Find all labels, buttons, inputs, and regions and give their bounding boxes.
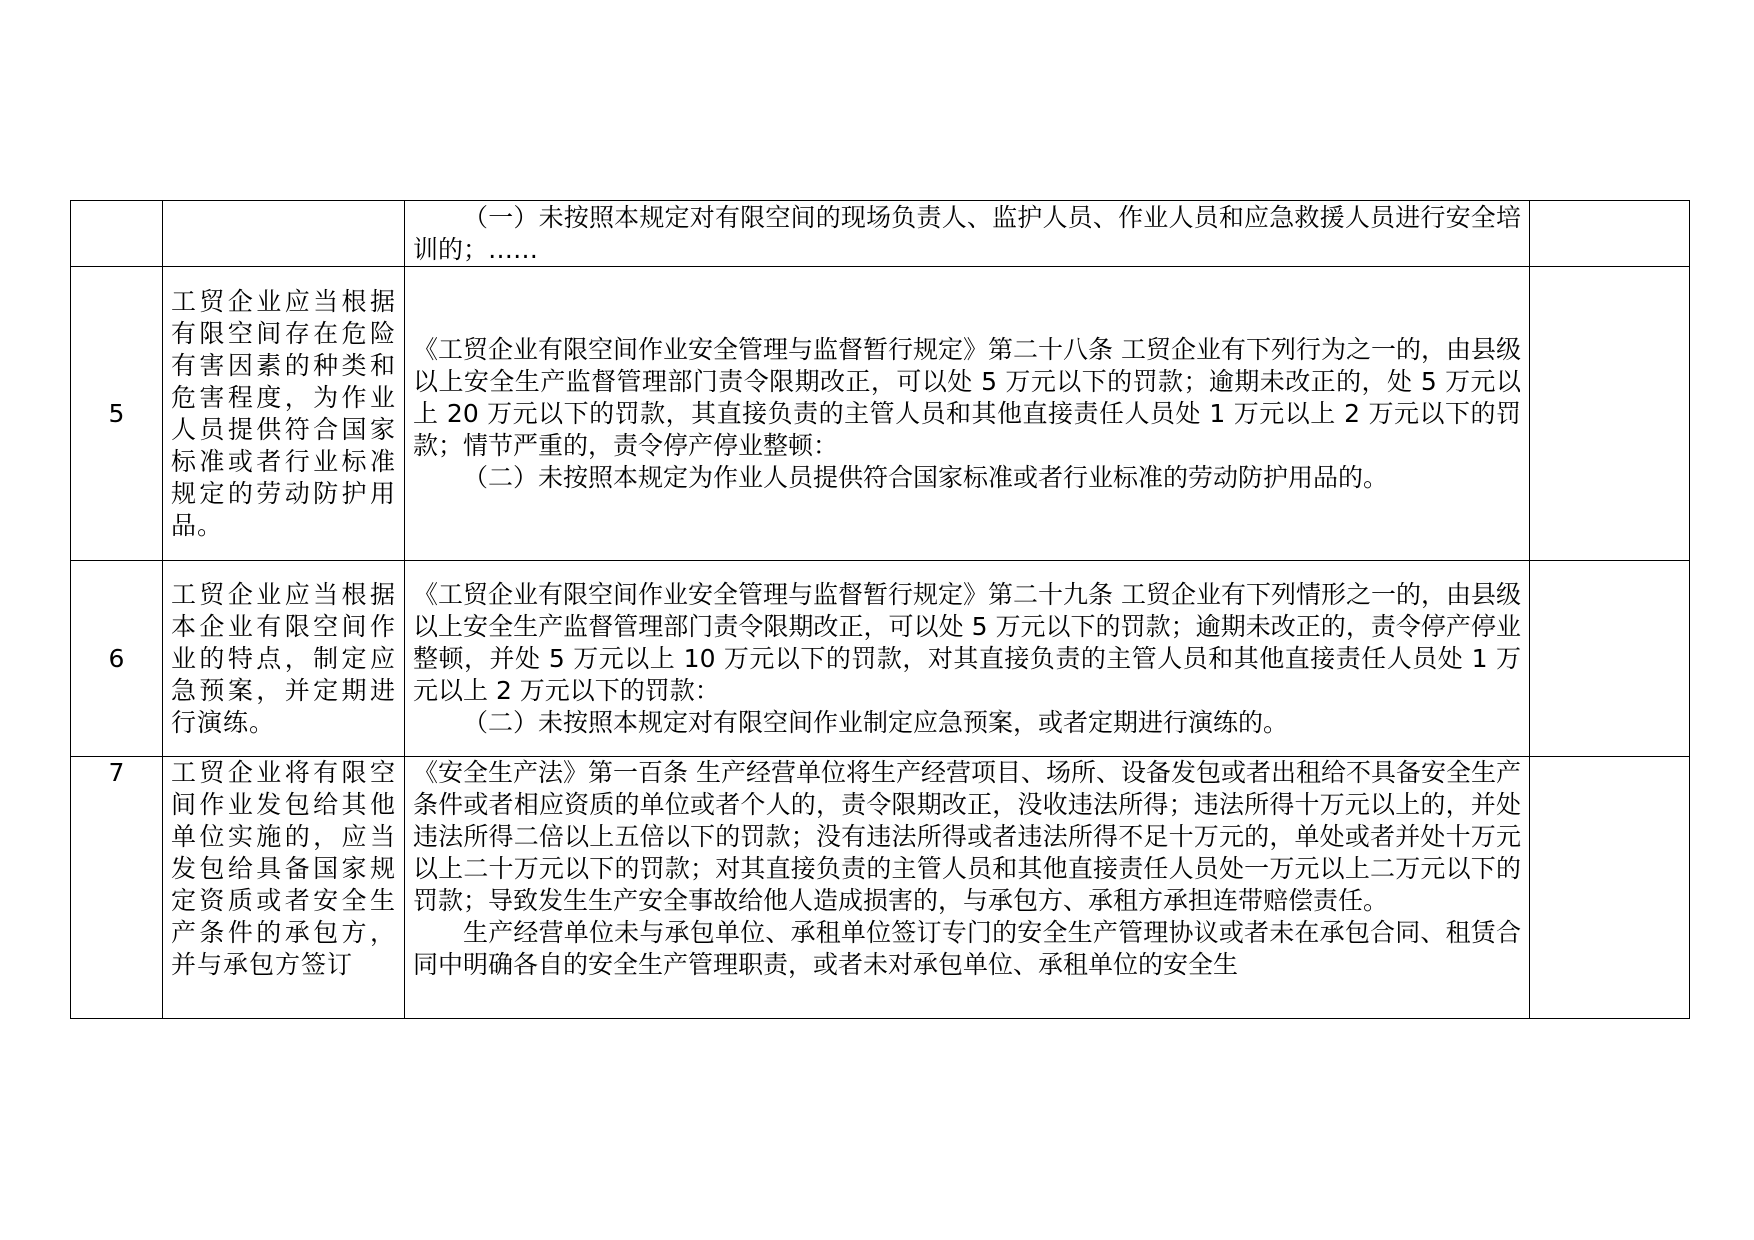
law-paragraph: 《安全生产法》第一百条 生产经营单位将生产经营项目、场所、设备发包或者出租给不具备安全生产条件或者相应资质的单位或者个人的，责令限期改正，没收违法所得；违法所得十万元以上的，并处违法所得二倍以上五倍以下的罚款；没有违法所得或者违法所得不足十万元的，单处或者并处十万元以上二十万元以下的罚款；对其直接负责的主管人员和其他直接责任人员处一万元以上二万元以下的罚款；导致发生生产安全事故给他人造成损害的，与承包方、承租方承担连带赔偿责任。 xyxy=(413,758,1521,915)
requirement-cell: 工贸企业将有限空间作业发包给其他单位实施的，应当发包给具备国家规定资质或者安全生产条件的承包方，并与承包方签订 xyxy=(163,757,405,1019)
row-number: 7 xyxy=(71,757,163,1019)
law-cell xyxy=(405,757,1530,1019)
law-paragraph: 生产经营单位未与承包单位、承租单位签订专门的安全生产管理协议或者未在承包合同、租赁合同中明确各自的安全生产管理职责，或者未对承包单位、承租单位的安全生 xyxy=(413,918,1521,979)
table-row xyxy=(71,757,1690,1019)
row-number xyxy=(71,201,163,267)
remark-cell xyxy=(1530,561,1690,757)
requirement-cell xyxy=(163,201,405,267)
law-paragraph: 《工贸企业有限空间作业安全管理与监督暂行规定》第二十八条 工贸企业有下列行为之一的，由县级以上安全生产监督管理部门责令限期改正，可以处 5 万元以下的罚款；逾期未改正的，处 5 万元以上 20 万元以下的罚款，其直接负责的主管人员和其他直接责任人员处 1 万元以上 2 万元以下的罚款；情节严重的，责令停产停业整顿： xyxy=(413,334,1521,460)
row-number: 5 xyxy=(71,267,163,561)
law-cell xyxy=(405,267,1530,561)
table-row xyxy=(71,201,1690,267)
remark-cell xyxy=(1530,267,1690,561)
law-paragraph: （二）未按照本规定为作业人员提供符合国家标准或者行业标准的劳动防护用品的。 xyxy=(463,462,1389,492)
law-paragraph: （一）未按照本规定对有限空间的现场负责人、监护人员、作业人员和应急救援人员进行安全培训的；…… xyxy=(413,202,1521,264)
requirement-cell: 工贸企业应当根据本企业有限空间作业的特点，制定应急预案，并定期进行演练。 xyxy=(163,561,405,757)
row-number: 6 xyxy=(71,561,163,757)
law-paragraph: 《工贸企业有限空间作业安全管理与监督暂行规定》第二十九条 工贸企业有下列情形之一的，由县级以上安全生产监督管理部门责令限期改正，可以处 5 万元以下的罚款；逾期未改正的，责令停产停业整顿，并处 5 万元以上 10 万元以下的罚款，对其直接负责的主管人员和其他直接责任人员处 1 万元以上 2 万元以下的罚款： xyxy=(413,579,1521,705)
law-cell xyxy=(405,561,1530,757)
requirement-cell: 工贸企业应当根据有限空间存在危险有害因素的种类和危害程度，为作业人员提供符合国家标准或者行业标准规定的劳动防护用品。 xyxy=(163,267,405,561)
remark-cell xyxy=(1530,201,1690,267)
remark-cell xyxy=(1530,757,1690,1019)
regulation-table xyxy=(70,200,1690,1019)
table-row xyxy=(71,267,1690,561)
law-cell xyxy=(405,201,1530,267)
table-row xyxy=(71,561,1690,757)
law-paragraph: （二）未按照本规定对有限空间作业制定应急预案，或者定期进行演练的。 xyxy=(463,707,1289,737)
